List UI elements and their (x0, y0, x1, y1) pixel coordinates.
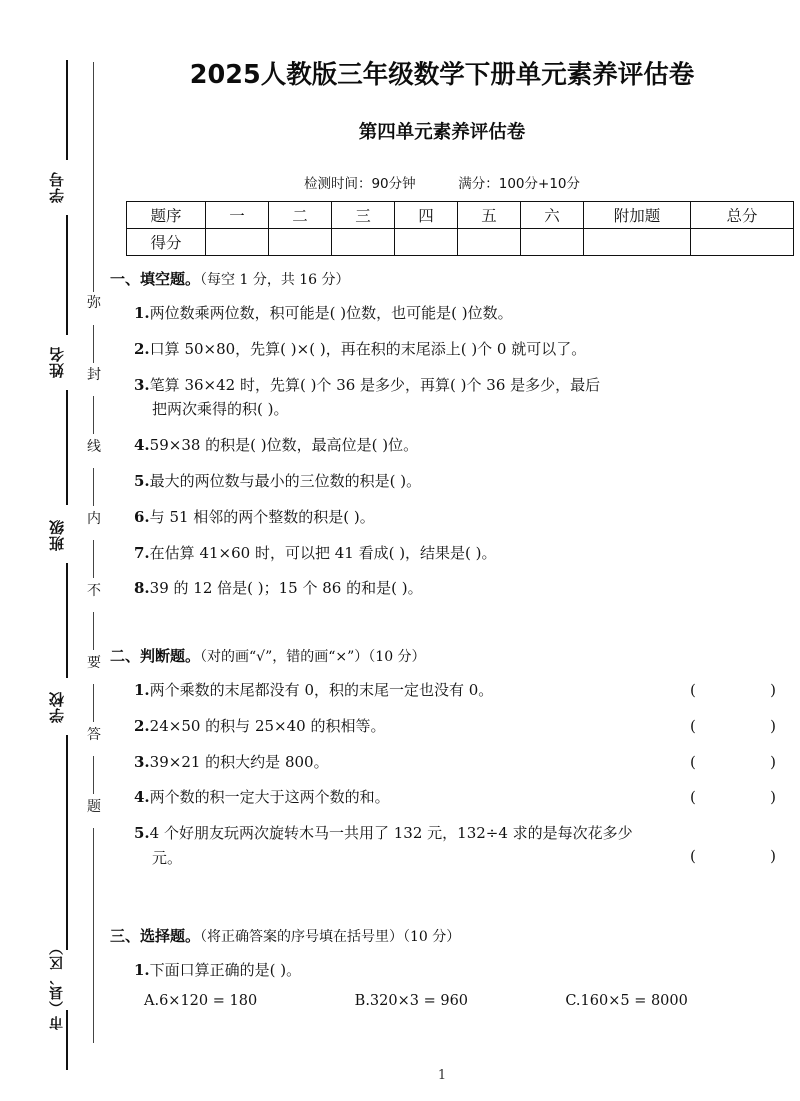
score-table-header-6: 六 (521, 202, 584, 229)
section-1-heading (108, 268, 776, 289)
score-cell-extra[interactable] (584, 229, 691, 256)
answer-bracket[interactable] (690, 751, 776, 774)
score-cell-6[interactable] (521, 229, 584, 256)
question-number: 7. (134, 543, 150, 562)
seal-char-feng: 封 (82, 368, 106, 382)
question-number: 8. (134, 579, 150, 598)
seal-label-name: 姓名 (48, 346, 66, 379)
section-1-note: （每空 1 分，共 16 分） (200, 272, 350, 288)
seal-label-student-id: 学号 (48, 171, 66, 204)
bracket-close: ) (770, 716, 776, 735)
score-table-header-0: 题序 (127, 202, 206, 229)
question-1-5 (108, 470, 776, 493)
question-1-2 (108, 338, 776, 361)
section-fill-in-blank (108, 268, 776, 600)
seal-rule-inner-i (93, 828, 94, 1043)
exam-duration: 检测时间：90分钟 (303, 176, 416, 192)
option-a[interactable]: A.6×120 = 180 (144, 992, 258, 1009)
question-text: 元。 (152, 848, 183, 867)
question-2-5 (108, 822, 776, 866)
question-2-4 (108, 786, 776, 809)
question-2-1 (108, 679, 776, 702)
seal-rule-inner-d (93, 468, 94, 506)
section-true-false (108, 645, 776, 870)
bracket-close: ) (770, 788, 776, 807)
question-number: 1. (134, 961, 150, 979)
question-number: 6. (134, 507, 150, 526)
exam-total-score: 满分：100分+10分 (458, 176, 581, 192)
question-number: 4. (134, 788, 150, 807)
option-b[interactable]: B.320×3 = 960 (354, 992, 469, 1009)
section-1-title: 一、填空题。 (110, 270, 201, 288)
bracket-open: ( (690, 847, 696, 866)
question-1-7 (108, 542, 776, 565)
question-text: 两个数的积一定大于这两个数的和。 (149, 788, 390, 807)
question-number: 1. (134, 304, 150, 322)
page-title: 2025人教版三年级数学下册单元素养评估卷 (189, 60, 695, 90)
question-text: 两个乘数的末尾都没有 0，积的末尾一定也没有 0。 (149, 681, 494, 699)
question-number: 4. (134, 436, 150, 455)
question-number: 2. (134, 716, 150, 735)
question-2-3 (108, 751, 776, 774)
page-number: 1 (437, 1068, 447, 1083)
seal-rule-outer-3 (66, 563, 68, 678)
score-table-header-3: 三 (332, 202, 395, 229)
bracket-close: ) (770, 752, 776, 771)
seal-rule-inner-g (93, 684, 94, 722)
question-text: 4 个好朋友玩两次旋转木马一共用了 132 元，132÷4 求的是每次花多少 (149, 824, 633, 843)
seal-label-school: 学校 (48, 691, 66, 724)
seal-char-mi: 弥 (82, 296, 106, 310)
seal-rule-inner-a (93, 62, 94, 292)
answer-bracket[interactable] (690, 715, 776, 738)
score-cell-5[interactable] (458, 229, 521, 256)
answer-bracket[interactable] (690, 679, 776, 702)
seal-rule-inner-h (93, 756, 94, 794)
question-number: 1. (134, 681, 150, 699)
question-text: 59×38 的积是( )位数，最高位是( )位。 (149, 436, 419, 455)
question-text: 39 的 12 倍是( )；15 个 86 的和是( )。 (149, 579, 423, 598)
score-cell-4[interactable] (395, 229, 458, 256)
bracket-open: ( (690, 752, 696, 771)
question-number: 3. (134, 752, 150, 771)
seal-char-da: 答 (82, 728, 106, 742)
question-text: 与 51 相邻的两个整数的积是( )。 (149, 507, 375, 526)
section-2-note: （对的画“√”，错的画“×”）（10 分） (200, 649, 426, 665)
seal-rule-outer-2 (66, 390, 68, 505)
question-number: 2. (134, 339, 150, 358)
section-multiple-choice (108, 925, 776, 1009)
score-cell-2[interactable] (269, 229, 332, 256)
score-table-header-5: 五 (458, 202, 521, 229)
score-cell-total[interactable] (691, 229, 794, 256)
question-1-8 (108, 577, 776, 600)
seal-label-district: 市（县、区） (49, 940, 65, 1030)
question-3-1 (108, 959, 776, 982)
exam-sheet (108, 0, 800, 1101)
question-1-3-line-2 (108, 398, 776, 421)
score-table-header-7: 附加题 (584, 202, 691, 229)
seal-label-class: 班级 (48, 519, 66, 552)
section-2-title: 二、判断题。 (110, 647, 201, 665)
seal-rule-outer-4 (66, 735, 68, 950)
score-cell-3[interactable] (332, 229, 395, 256)
seal-char-nei: 内 (82, 512, 106, 526)
question-text: 两位数乘两位数，积可能是( )位数，也可能是( )位数。 (149, 304, 513, 322)
section-3-title: 三、选择题。 (110, 927, 201, 945)
question-text: 笔算 36×42 时，先算( )个 36 是多少，再算( )个 36 是多少，最后 (149, 375, 601, 394)
seal-rule-inner-e (93, 540, 94, 578)
question-1-1 (108, 302, 776, 325)
bracket-open: ( (690, 716, 696, 735)
bracket-close: ) (770, 847, 776, 866)
section-3-note: （将正确答案的序号填在括号里）（10 分） (200, 929, 461, 945)
question-number: 5. (134, 471, 150, 490)
score-table (126, 201, 794, 256)
bracket-close: ) (770, 681, 776, 699)
score-cell-1[interactable] (206, 229, 269, 256)
seal-rule-inner-b (93, 325, 94, 363)
score-table-header-8: 总分 (691, 202, 794, 229)
question-text: 在估算 41×60 时，可以把 41 看成( )，结果是( )。 (149, 543, 497, 562)
exam-meta (108, 172, 776, 192)
score-table-header-1: 一 (206, 202, 269, 229)
seal-char-xian: 线 (82, 440, 106, 454)
seal-char-yao: 要 (82, 656, 106, 670)
question-text: 下面口算正确的是( )。 (149, 961, 302, 979)
seal-margin (0, 0, 110, 1101)
question-1-3 (108, 374, 776, 397)
score-table-header-2: 二 (269, 202, 332, 229)
score-table-score-row (127, 229, 794, 256)
question-number: 3. (134, 375, 150, 394)
seal-rule-inner-c (93, 396, 94, 434)
question-text: 39×21 的积大约是 800。 (149, 752, 329, 771)
question-2-5-line-2 (108, 847, 776, 870)
question-text: 口算 50×80，先算( )×( )，再在积的末尾添上( )个 0 就可以了。 (149, 339, 587, 358)
bracket-open: ( (690, 681, 696, 699)
seal-rule-outer-1 (66, 215, 68, 335)
seal-rule-outer-top (66, 60, 68, 160)
score-table-header-4: 四 (395, 202, 458, 229)
option-c[interactable]: C.160×5 = 8000 (565, 992, 688, 1009)
section-2-heading (108, 645, 776, 666)
seal-char-ti: 题 (82, 800, 106, 814)
question-3-1-options (108, 993, 776, 1009)
question-text: 最大的两位数与最小的三位数的积是( )。 (149, 471, 422, 490)
bracket-open: ( (690, 788, 696, 807)
unit-subtitle: 第四单元素养评估卷 (358, 122, 526, 143)
question-1-4 (108, 434, 776, 457)
seal-rule-inner-f (93, 612, 94, 650)
question-2-2 (108, 715, 776, 738)
answer-bracket[interactable] (690, 786, 776, 809)
seal-char-bu: 不 (82, 584, 106, 598)
question-text: 把两次乘得的积( )。 (152, 400, 289, 419)
question-text: 24×50 的积与 25×40 的积相等。 (149, 716, 386, 735)
score-table-row-label: 得分 (127, 229, 206, 256)
question-number: 5. (134, 824, 150, 843)
score-table-header-row (127, 202, 794, 229)
question-1-6 (108, 506, 776, 529)
section-3-heading (108, 925, 776, 946)
